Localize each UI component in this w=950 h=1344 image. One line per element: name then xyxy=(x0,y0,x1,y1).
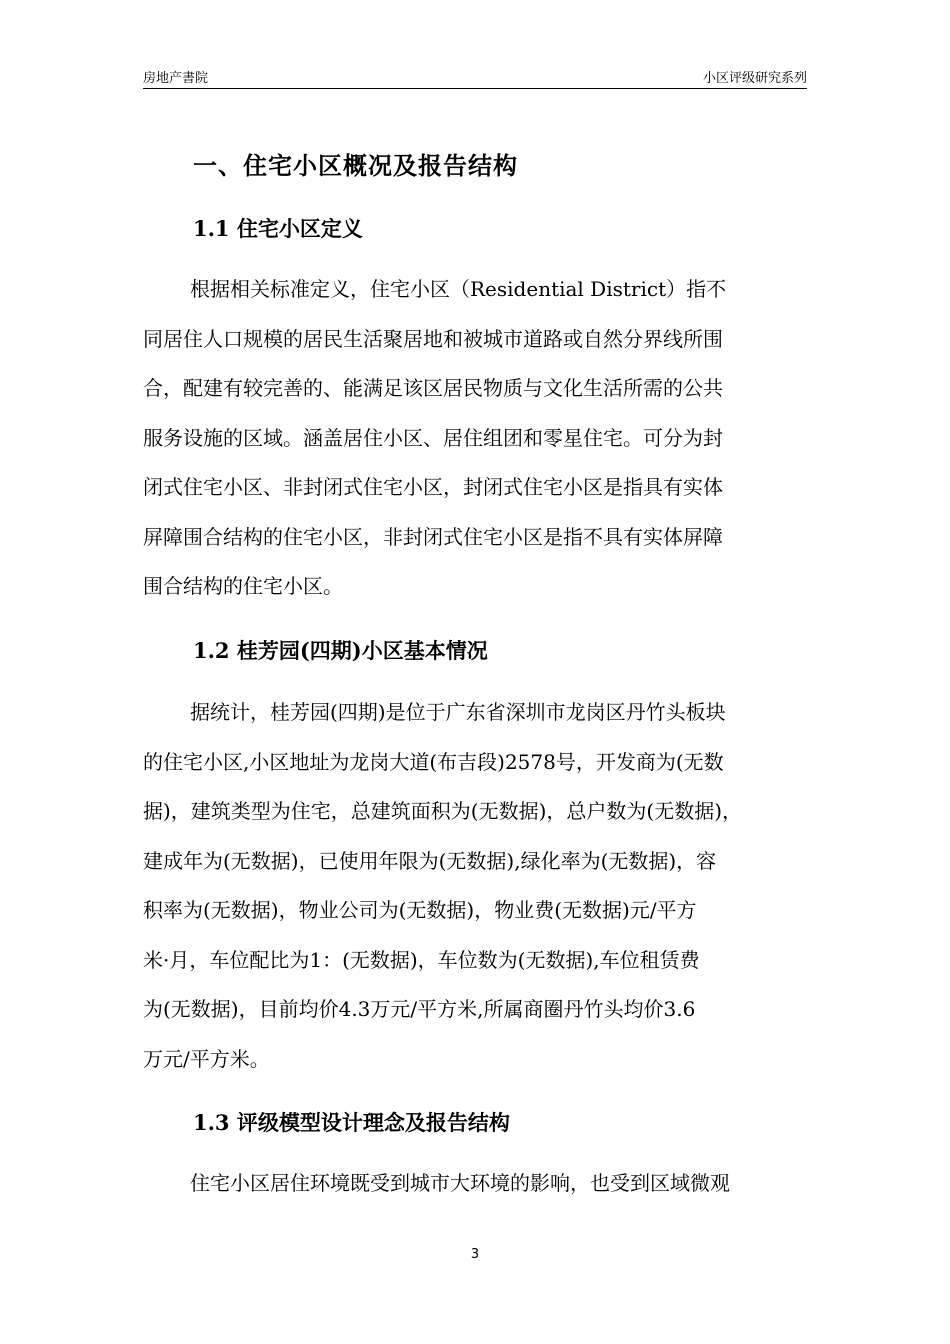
page-number: 3 xyxy=(470,1247,480,1262)
paragraph-1-2 xyxy=(143,697,823,1093)
paragraph-line: 米·月，车位配比为1：(无数据)，车位数为(无数据),车位租赁费 xyxy=(143,947,700,972)
paragraph-line: 的住宅小区,小区地址为龙岗大道(布吉段)2578号，开发商为(无数 xyxy=(143,749,724,774)
paragraph-line: 围合结构的住宅小区。 xyxy=(143,574,343,598)
heading-1-1: 1.1 住宅小区定义 xyxy=(193,216,363,241)
heading-1-2: 1.2 桂芳园(四期)小区基本情况 xyxy=(193,638,488,663)
paragraph-line: 住宅小区居住环境既受到城市大环境的影响，也受到区域微观 xyxy=(190,1171,730,1195)
paragraph-1-3 xyxy=(143,1168,823,1218)
paragraph-line: 据统计，桂芳园(四期)是位于广东省深圳市龙岗区丹竹头板块 xyxy=(190,700,726,724)
paragraph-line: 服务设施的区域。涵盖居住小区、居住组团和零星住宅。可分为封 xyxy=(143,425,723,450)
paragraph-line: 为(无数据)，目前均价4.3万元/平方米,所属商圈丹竹头均价3.6 xyxy=(143,997,696,1021)
page-header xyxy=(143,66,807,89)
header-series-title: 小区评级研究系列 xyxy=(702,71,807,86)
section-title: 一、住宅小区概况及报告结构 xyxy=(193,151,518,180)
header-publisher: 房地产書院 xyxy=(143,71,209,86)
paragraph-1-1 xyxy=(143,274,823,621)
paragraph-line: 根据相关标准定义，住宅小区（Residential District）指不 xyxy=(190,277,727,301)
heading-1-3: 1.3 评级模型设计理念及报告结构 xyxy=(193,1110,510,1135)
paragraph-line: 屏障围合结构的住宅小区，非封闭式住宅小区是指不具有实体屏障 xyxy=(143,524,723,549)
paragraph-line: 建成年为(无数据)，已使用年限为(无数据),绿化率为(无数据)，容 xyxy=(143,848,717,873)
paragraph-line: 据)，建筑类型为住宅，总建筑面积为(无数据)，总户数为(无数据)， xyxy=(143,799,743,823)
paragraph-line: 闭式住宅小区、非封闭式住宅小区，封闭式住宅小区是指具有实体 xyxy=(143,475,723,499)
paragraph-line: 万元/平方米。 xyxy=(143,1046,270,1071)
paragraph-line: 合，配建有较完善的、能满足该区居民物质与文化生活所需的公共 xyxy=(143,376,723,400)
paragraph-line: 同居住人口规模的居民生活聚居地和被城市道路或自然分界线所围 xyxy=(143,326,723,351)
paragraph-line: 积率为(无数据)，物业公司为(无数据)，物业费(无数据)元/平方 xyxy=(143,898,697,922)
